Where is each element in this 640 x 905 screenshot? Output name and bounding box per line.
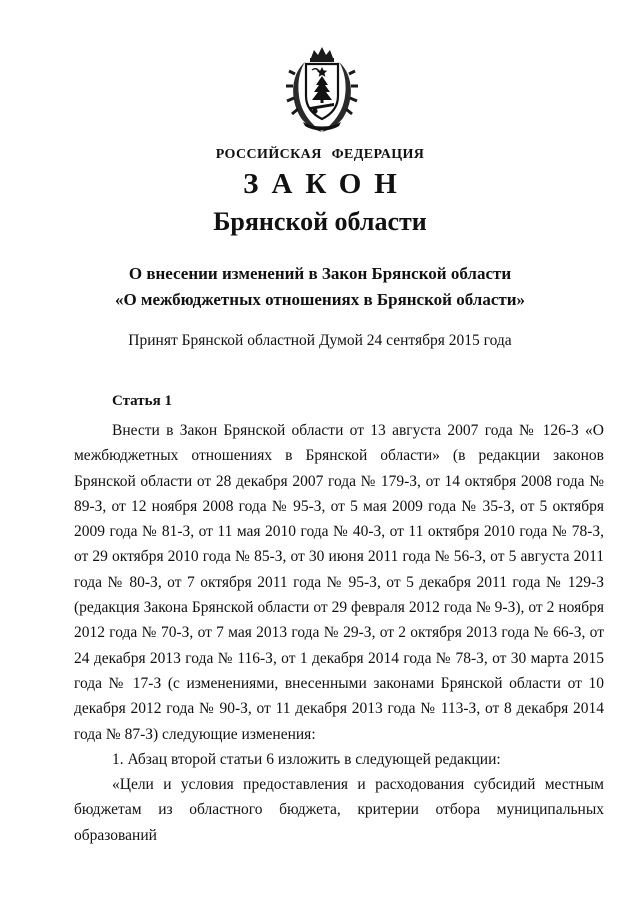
adoption-note: Принят Брянской областной Думой 24 сентября 2015 года [128,332,512,349]
article-paragraph: Внести в Закон Брянской области от 13 августа 2007 года № 126-З «О межбюджетных отношениях в Брянской области» (в редакции законов Брянской области от 28 декабря 2007 года № 179-З, от 14 октября 2008 года № 89-З, от 12 ноября 2008 года № 95-З, от 5 мая 2009 года № 35-З, от 5 октября 2009 года № 81-З, от 11 мая 2010 года № 40-З, от 11 октября 2010 года № 78-З, от 29 октября 2010 года № 85-З, от 30 июня 2011 года № 56-З, от 5 августа 2011 года № 80-З, от 7 октября 2011 года № 95-З, от 5 декабря 2011 года № 129-З (редакция Закона Брянской области от 29 февраля 2012 года № 9-З), от 2 ноября 2012 года № 70-З, от 7 мая 2013 года № 29-З, от 2 октября 2013 года № 66-З, от 24 декабря 2013 года № 116-З, от 1 декабря 2014 года № 78-З, от 30 марта 2015 года № 17-З (с изменениями, внесенными законами Брянской области от 10 декабря 2012 года № 90-З, от 11 декабря 2013 года № 113-З, от 8 декабря 2014 года № 87-З) следующие изменения: [74,422,604,743]
article-paragraph: 1. Абзац второй статьи 6 изложить в следующей редакции: [112,750,501,768]
article-heading: Статья 1 [112,393,172,409]
law-subject [0,261,640,313]
bryansk-coat-of-arms-icon [281,44,363,134]
article-paragraph: «Цели и условия предоставления и расходования субсидий местным бюджетам из областного бюджета, критерии отбора муниципальных образований [74,776,604,844]
region-title: Брянской области [213,207,427,236]
law-subject-line-2: «О межбюджетных отношениях в Брянской области» [114,290,526,309]
article-body [74,418,604,848]
law-subject-line-1: О внесении изменений в Закон Брянской области [128,264,512,283]
federation-heading: РОССИЙСКАЯ ФЕДЕРАЦИЯ [215,147,425,162]
law-title: ЗАКОН [243,168,410,200]
